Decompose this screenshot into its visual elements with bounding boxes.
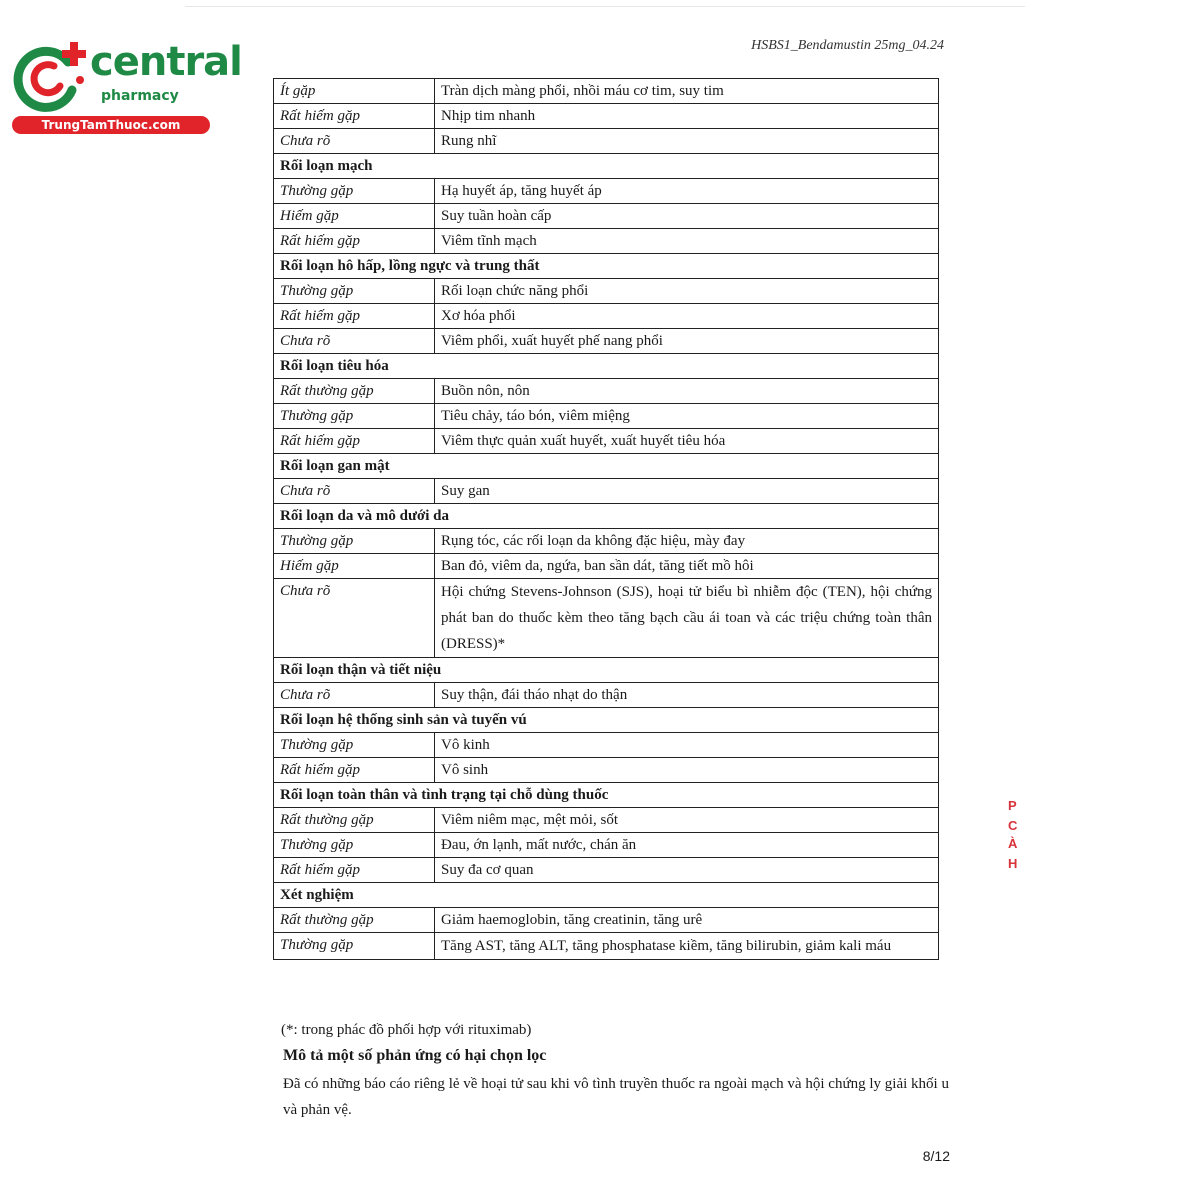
table-row: [274, 204, 939, 229]
frequency-cell: Rất thường gặp: [274, 908, 435, 933]
section-heading-cell: Rối loạn toàn thân và tình trạng tại chỗ dùng thuốc: [274, 783, 939, 808]
edge-stamp-mark: P: [1008, 798, 1017, 813]
effect-cell: Suy đa cơ quan: [435, 858, 939, 883]
frequency-cell: Chưa rõ: [274, 579, 435, 658]
table-row: [274, 179, 939, 204]
document-code: HSBS1_Bendamustin 25mg_04.24: [751, 38, 944, 53]
logo-subtitle: pharmacy: [101, 88, 179, 104]
table-section-row: [274, 504, 939, 529]
frequency-cell: Thường gặp: [274, 279, 435, 304]
effect-cell: Suy tuần hoàn cấp: [435, 204, 939, 229]
logo-website-banner: TrungTamThuoc.com: [12, 116, 210, 134]
effect-cell: Viêm tĩnh mạch: [435, 229, 939, 254]
frequency-cell: Rất hiếm gặp: [274, 429, 435, 454]
frequency-cell: Thường gặp: [274, 529, 435, 554]
frequency-cell: Rất hiếm gặp: [274, 858, 435, 883]
section-heading-cell: Rối loạn thận và tiết niệu: [274, 658, 939, 683]
section-heading-cell: Rối loạn hệ thống sinh sản và tuyến vú: [274, 708, 939, 733]
table-section-row: [274, 708, 939, 733]
effect-cell: Buồn nôn, nôn: [435, 379, 939, 404]
frequency-cell: Rất hiếm gặp: [274, 104, 435, 129]
effect-cell: Viêm thực quản xuất huyết, xuất huyết tiêu hóa: [435, 429, 939, 454]
frequency-cell: Thường gặp: [274, 833, 435, 858]
table-section-row: [274, 783, 939, 808]
table-section-row: [274, 354, 939, 379]
top-scan-line: [185, 6, 1025, 7]
section-heading-cell: Rối loạn gan mật: [274, 454, 939, 479]
effect-cell: Giảm haemoglobin, tăng creatinin, tăng urê: [435, 908, 939, 933]
frequency-cell: Thường gặp: [274, 179, 435, 204]
table-row: [274, 279, 939, 304]
table-section-row: [274, 658, 939, 683]
body-paragraph: Đã có những báo cáo riêng lẻ về hoại tử sau khi vô tình truyền thuốc ra ngoài mạch và hội chứng ly giải khối u và phản vệ.: [283, 1076, 949, 1118]
effect-cell: Suy gan: [435, 479, 939, 504]
table-section-row: [274, 154, 939, 179]
effect-cell: Tiêu chảy, táo bón, viêm miệng: [435, 404, 939, 429]
table-section-row: [274, 883, 939, 908]
frequency-cell: Rất thường gặp: [274, 808, 435, 833]
edge-stamp-mark: H: [1008, 856, 1018, 871]
effect-cell: Viêm niêm mạc, mệt mỏi, sốt: [435, 808, 939, 833]
table-row: [274, 554, 939, 579]
frequency-cell: Rất hiếm gặp: [274, 758, 435, 783]
effect-cell: Vô sinh: [435, 758, 939, 783]
table-row: [274, 404, 939, 429]
table-row: [274, 229, 939, 254]
frequency-cell: Hiếm gặp: [274, 204, 435, 229]
table-row: [274, 79, 939, 104]
central-pharmacy-logo: [10, 38, 242, 138]
table-section-row: [274, 454, 939, 479]
section-title: Mô tả một số phản ứng có hại chọn lọc: [283, 1047, 547, 1064]
table-row: [274, 908, 939, 933]
edge-stamp-mark: C: [1008, 818, 1018, 833]
effect-cell: Tràn dịch màng phổi, nhồi máu cơ tim, suy tim: [435, 79, 939, 104]
frequency-cell: Rất thường gặp: [274, 379, 435, 404]
table-row: [274, 758, 939, 783]
effect-cell: Hội chứng Stevens-Johnson (SJS), hoại tử biểu bì nhiễm độc (TEN), hội chứng phát ban do thuốc kèm theo tăng bạch cầu ái toan và các triệu chứng toàn thân (DRESS)*: [435, 579, 939, 658]
pharmacy-cross-logo-icon: [10, 38, 90, 118]
logo-name: central: [90, 39, 242, 85]
frequency-cell: Chưa rõ: [274, 329, 435, 354]
frequency-cell: Chưa rõ: [274, 479, 435, 504]
effect-cell: Hạ huyết áp, tăng huyết áp: [435, 179, 939, 204]
effect-cell: Tăng AST, tăng ALT, tăng phosphatase kiềm, tăng bilirubin, giảm kali máu: [435, 933, 939, 960]
effect-cell: Xơ hóa phổi: [435, 304, 939, 329]
effect-cell: Rung nhĩ: [435, 129, 939, 154]
section-heading-cell: Rối loạn da và mô dưới da: [274, 504, 939, 529]
effect-cell: Rối loạn chức năng phổi: [435, 279, 939, 304]
table-row: [274, 529, 939, 554]
table-row: [274, 933, 939, 960]
frequency-cell: Rất hiếm gặp: [274, 229, 435, 254]
table-row: [274, 833, 939, 858]
adverse-effects-table: [273, 78, 939, 960]
table-row: [274, 104, 939, 129]
table-row: [274, 129, 939, 154]
frequency-cell: Thường gặp: [274, 404, 435, 429]
table-row: [274, 479, 939, 504]
section-heading-cell: Rối loạn mạch: [274, 154, 939, 179]
table-row: [274, 733, 939, 758]
section-heading-cell: Rối loạn tiêu hóa: [274, 354, 939, 379]
frequency-cell: Chưa rõ: [274, 129, 435, 154]
edge-stamp-mark: À: [1008, 836, 1018, 851]
table-row: [274, 579, 939, 658]
table-row: [274, 808, 939, 833]
section-heading-cell: Xét nghiệm: [274, 883, 939, 908]
effect-cell: Ban đỏ, viêm da, ngứa, ban sần dát, tăng tiết mồ hôi: [435, 554, 939, 579]
effect-cell: Viêm phổi, xuất huyết phế nang phổi: [435, 329, 939, 354]
frequency-cell: Rất hiếm gặp: [274, 304, 435, 329]
page-number: 8/12: [922, 1148, 950, 1164]
frequency-cell: Hiếm gặp: [274, 554, 435, 579]
effect-cell: Vô kinh: [435, 733, 939, 758]
table-section-row: [274, 254, 939, 279]
table-row: [274, 429, 939, 454]
effect-cell: Rụng tóc, các rối loạn da không đặc hiệu, mày đay: [435, 529, 939, 554]
frequency-cell: Chưa rõ: [274, 683, 435, 708]
table-row: [274, 329, 939, 354]
frequency-cell: Ít gặp: [274, 79, 435, 104]
table-row: [274, 858, 939, 883]
effect-cell: Nhịp tim nhanh: [435, 104, 939, 129]
table-row: [274, 304, 939, 329]
adverse-effects-table-body: [274, 79, 939, 960]
frequency-cell: Thường gặp: [274, 933, 435, 960]
table-footnote: (*: trong phác đồ phối hợp với rituximab): [281, 1022, 532, 1038]
table-row: [274, 379, 939, 404]
effect-cell: Đau, ớn lạnh, mất nước, chán ăn: [435, 833, 939, 858]
frequency-cell: Thường gặp: [274, 733, 435, 758]
section-heading-cell: Rối loạn hô hấp, lồng ngực và trung thất: [274, 254, 939, 279]
table-row: [274, 683, 939, 708]
effect-cell: Suy thận, đái tháo nhạt do thận: [435, 683, 939, 708]
